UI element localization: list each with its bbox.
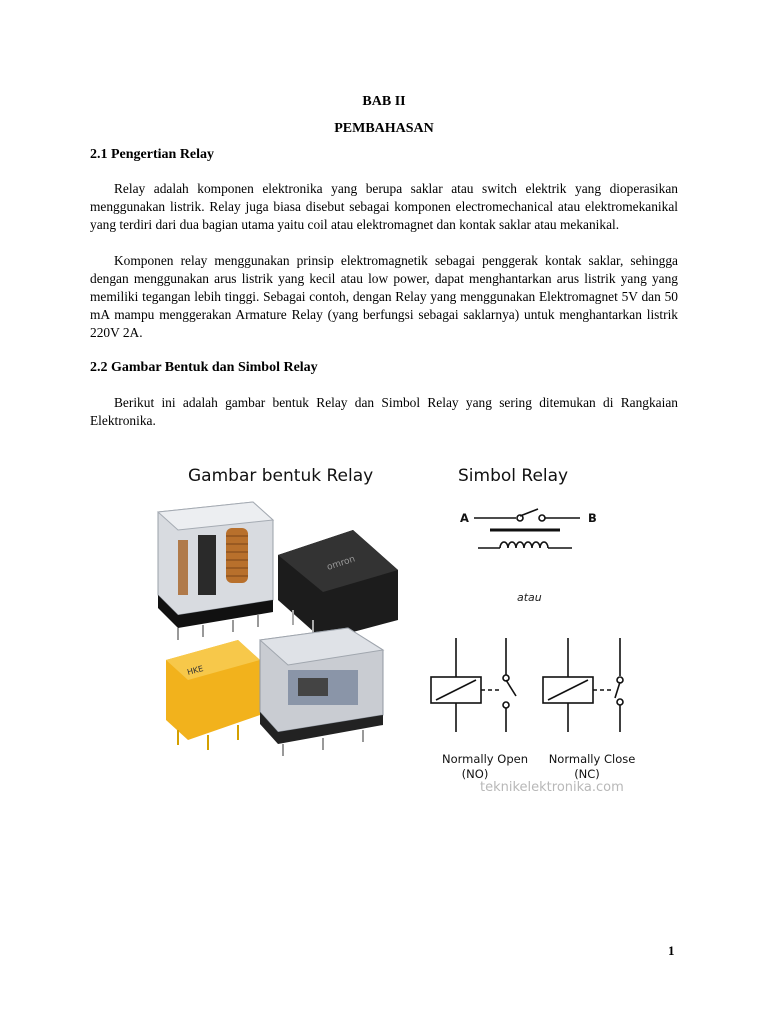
watermark: teknikelektronika.com	[480, 780, 624, 795]
terminal-a-label: A	[460, 511, 469, 525]
atau-label: atau	[517, 591, 542, 604]
relay-photos	[148, 500, 408, 760]
black-relay-label: omron	[325, 554, 357, 573]
chapter-number: BAB II	[362, 94, 406, 109]
figure-right-title: Simbol Relay	[458, 466, 569, 486]
nc-label-line1: Normally Close	[548, 752, 636, 766]
chapter-title: PEMBAHASAN	[334, 121, 434, 136]
normally-open-symbol	[426, 630, 526, 735]
paragraph-definition: Relay adalah komponen elektronika yang berupa saklar atau switch elektrik yang dioperasikan menggunakan listrik. Relay juga biasa disebut sebagai komponen electromechanical atau elektromekanikal yang terdiri dari dua bagian utama yaitu coil atau elektromagnet dan kontak saklar atau mekanikal.	[90, 181, 678, 232]
section-heading-2: 2.2 Gambar Bentuk dan Simbol Relay	[90, 360, 318, 375]
normally-close-symbol	[540, 630, 640, 735]
relay-figure	[148, 450, 648, 800]
nc-label-line2: (NC)	[574, 767, 600, 781]
paragraph-figure-intro: Berikut ini adalah gambar bentuk Relay dan Simbol Relay yang sering ditemukan di Rangkaian Elektronika.	[90, 395, 678, 428]
clear-relay-image	[158, 502, 273, 640]
yellow-relay-label: HKE	[186, 664, 205, 677]
no-label-line1: Normally Open	[442, 752, 528, 766]
page-number: 1	[668, 943, 675, 958]
terminal-b-label: B	[588, 511, 597, 525]
no-label-line2: (NO)	[461, 767, 489, 781]
yellow-relay-image	[166, 640, 260, 750]
relay-symbol	[468, 502, 588, 562]
black-relay-image	[278, 530, 398, 640]
section-heading-1: 2.1 Pengertian Relay	[90, 147, 215, 162]
figure-left-title: Gambar bentuk Relay	[188, 466, 374, 486]
paragraph-principle: Komponen relay menggunakan prinsip elektromagnetik sebagai penggerak kontak saklar, sehingga dengan menggunakan arus listrik yang kecil atau low power, dapat menghantarkan arus listrik yang yang memiliki tegangan lebih tinggi. Sebagai contoh, dengan Relay yang menggunakan Elektromagnet 5V dan 50 mA mampu menggerakan Armature Relay (yang berfungsi sebagai saklarnya) untuk menghantarkan listrik 220V 2A.	[90, 253, 678, 340]
clear-industrial-relay-image	[260, 628, 383, 756]
